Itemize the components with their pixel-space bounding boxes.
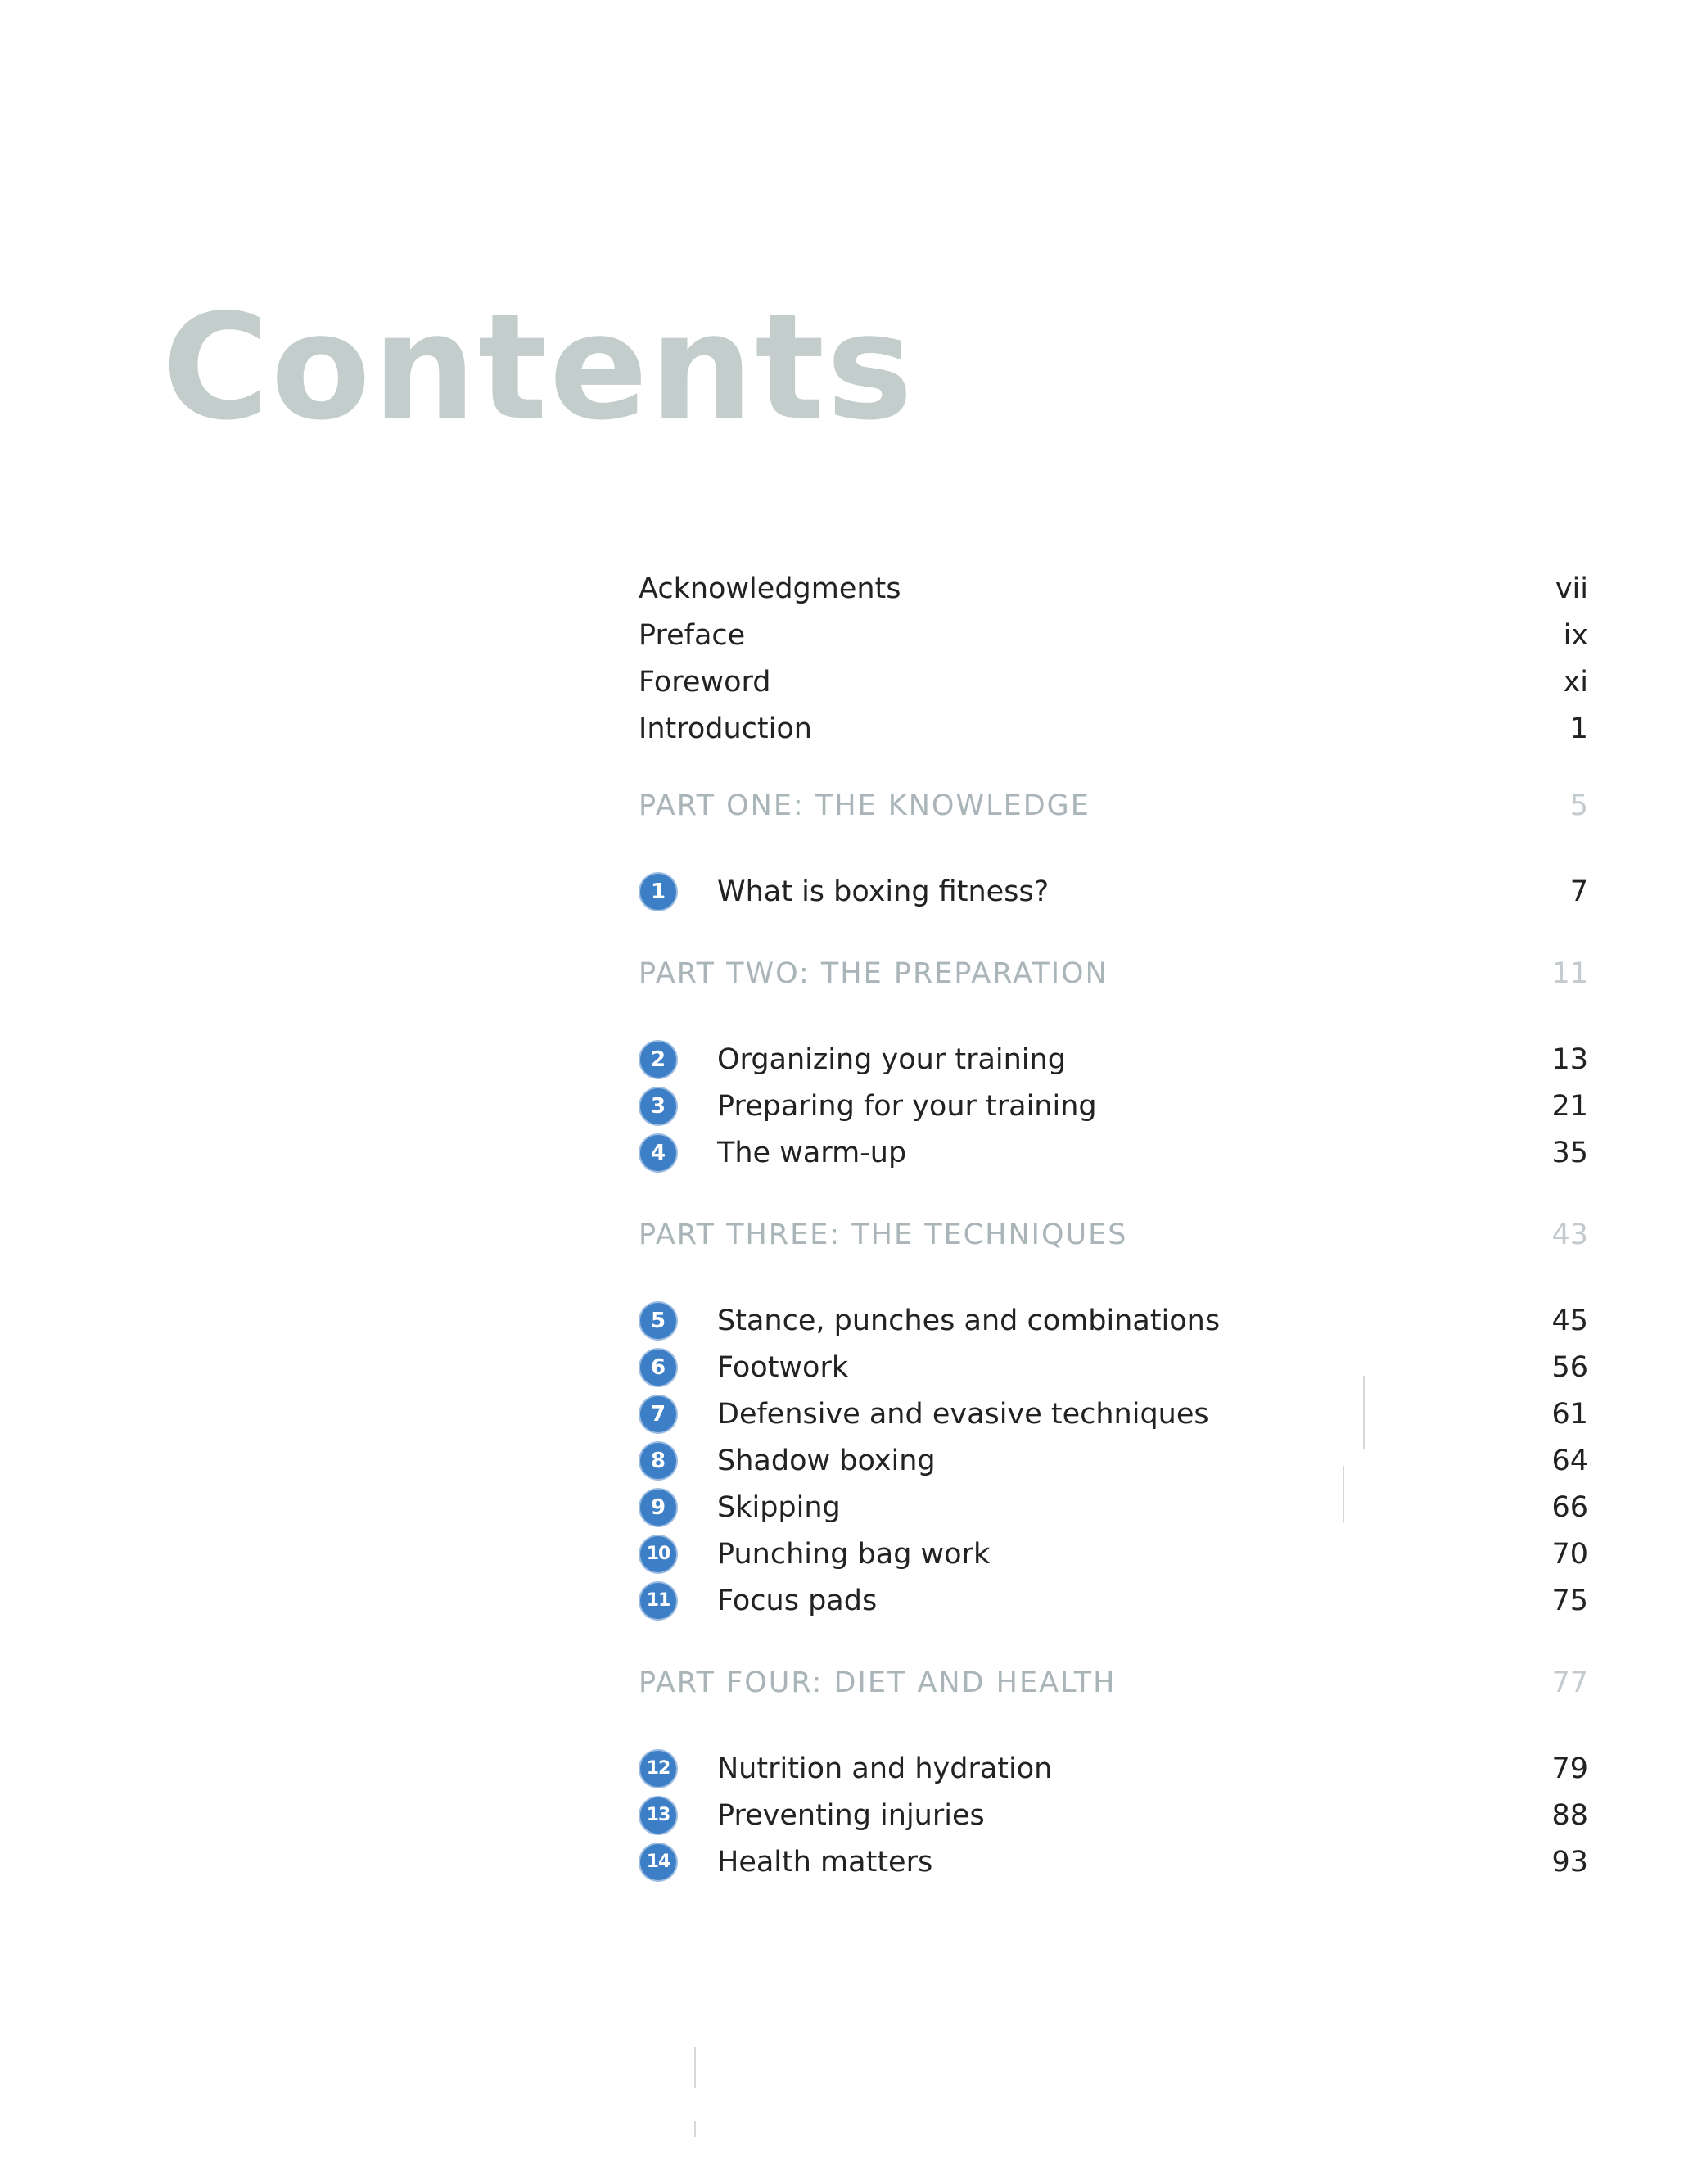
toc-entry-label: Introduction	[639, 712, 812, 745]
part-heading-label: PART FOUR: DIET AND HEALTH	[639, 1666, 1117, 1699]
chapter-page: 56	[1551, 1350, 1588, 1384]
chapter-number-badge: 14	[640, 1844, 676, 1880]
toc-entry-foreword[interactable]	[639, 658, 1588, 705]
chapter-entry-10[interactable]	[639, 1531, 1588, 1577]
chapter-entry-2[interactable]	[639, 1036, 1588, 1083]
toc-entry-page: 1	[1569, 712, 1588, 745]
chapter-number-badge: 4	[640, 1135, 676, 1171]
chapter-entry-13[interactable]	[639, 1792, 1588, 1838]
toc-entry-preface[interactable]	[639, 612, 1588, 658]
chapter-number-badge: 10	[640, 1536, 676, 1572]
chapter-page: 93	[1551, 1845, 1588, 1879]
chapter-number-badge: 2	[640, 1042, 676, 1078]
chapter-title: Preventing injuries	[717, 1798, 985, 1832]
spacer	[639, 1259, 1588, 1297]
chapter-number-badge: 8	[640, 1443, 676, 1479]
chapter-page: 66	[1551, 1490, 1588, 1524]
spacer	[639, 1624, 1588, 1658]
chapter-title: Nutrition and hydration	[717, 1752, 1053, 1785]
chapter-number-badge: 3	[640, 1088, 676, 1124]
spacer	[639, 1707, 1588, 1745]
toc-entry-page: xi	[1563, 665, 1588, 699]
chapter-entry-11[interactable]	[639, 1577, 1588, 1624]
chapter-page: 21	[1551, 1089, 1588, 1123]
chapter-entry-5[interactable]	[639, 1297, 1588, 1344]
chapter-number-badge: 5	[640, 1303, 676, 1339]
scan-mark	[1343, 1466, 1344, 1523]
chapter-page: 61	[1551, 1397, 1588, 1431]
part-heading-label: PART THREE: THE TECHNIQUES	[639, 1219, 1128, 1251]
part-heading-label: PART ONE: THE KNOWLEDGE	[639, 789, 1090, 822]
chapter-page: 88	[1551, 1798, 1588, 1832]
chapter-page: 79	[1551, 1752, 1588, 1785]
chapter-entry-14[interactable]	[639, 1838, 1588, 1885]
chapter-entry-3[interactable]	[639, 1083, 1588, 1129]
chapter-entry-4[interactable]	[639, 1129, 1588, 1176]
chapter-number-badge: 13	[640, 1797, 676, 1834]
scan-mark	[694, 2047, 696, 2088]
scan-mark	[1363, 1376, 1365, 1449]
chapter-page: 75	[1551, 1584, 1588, 1617]
chapter-entry-7[interactable]	[639, 1390, 1588, 1437]
scan-mark	[694, 2121, 696, 2137]
chapter-title: Shadow boxing	[717, 1444, 936, 1477]
spacer	[639, 915, 1588, 949]
chapter-entry-12[interactable]	[639, 1745, 1588, 1792]
chapter-title: Stance, punches and combinations	[717, 1304, 1221, 1337]
chapter-page: 13	[1551, 1042, 1588, 1076]
chapter-number-badge: 9	[640, 1490, 676, 1526]
toc-entry-page: vii	[1555, 572, 1588, 605]
chapter-title: The warm-up	[717, 1136, 907, 1169]
chapter-title: What is boxing fitness?	[717, 875, 1050, 908]
part-heading-page: 11	[1551, 957, 1588, 990]
part-heading-two[interactable]	[639, 949, 1588, 998]
chapter-entry-8[interactable]	[639, 1437, 1588, 1484]
chapter-title: Skipping	[717, 1490, 841, 1524]
toc-entry-label: Preface	[639, 618, 746, 652]
chapter-page: 45	[1551, 1304, 1588, 1337]
part-heading-four[interactable]	[639, 1658, 1588, 1707]
part-heading-label: PART TWO: THE PREPARATION	[639, 957, 1108, 990]
part-heading-one[interactable]	[639, 781, 1588, 830]
chapter-entry-6[interactable]	[639, 1344, 1588, 1390]
chapter-number-badge: 12	[640, 1751, 676, 1787]
chapter-title: Defensive and evasive techniques	[717, 1397, 1209, 1431]
toc-entry-acknowledgments[interactable]	[639, 565, 1588, 612]
chapter-page: 64	[1551, 1444, 1588, 1477]
toc-entry-label: Acknowledgments	[639, 572, 901, 605]
chapter-entry-1[interactable]	[639, 868, 1588, 915]
spacer	[639, 830, 1588, 868]
page-title: Contents	[162, 283, 915, 452]
chapter-page: 35	[1551, 1136, 1588, 1169]
chapter-title: Punching bag work	[717, 1537, 991, 1571]
spacer	[639, 752, 1588, 781]
part-heading-three[interactable]	[639, 1210, 1588, 1259]
chapter-title: Organizing your training	[717, 1042, 1066, 1076]
toc-entry-introduction[interactable]	[639, 705, 1588, 752]
chapter-number-badge: 6	[640, 1350, 676, 1386]
part-heading-page: 77	[1551, 1666, 1588, 1699]
spacer	[639, 1176, 1588, 1210]
chapter-page: 70	[1551, 1537, 1588, 1571]
table-of-contents	[639, 565, 1588, 1885]
part-heading-page: 43	[1551, 1219, 1588, 1251]
chapter-number-badge: 7	[640, 1396, 676, 1432]
toc-entry-label: Foreword	[639, 665, 771, 699]
chapter-title: Health matters	[717, 1845, 933, 1879]
chapter-number-badge: 1	[640, 874, 676, 910]
chapter-title: Preparing for your training	[717, 1089, 1097, 1123]
chapter-number-badge: 11	[640, 1583, 676, 1619]
chapter-title: Footwork	[717, 1350, 849, 1384]
toc-entry-page: ix	[1563, 618, 1588, 652]
chapter-page: 7	[1569, 875, 1588, 908]
part-heading-page: 5	[1569, 789, 1588, 822]
spacer	[639, 998, 1588, 1036]
chapter-title: Focus pads	[717, 1584, 878, 1617]
chapter-entry-9[interactable]	[639, 1484, 1588, 1531]
